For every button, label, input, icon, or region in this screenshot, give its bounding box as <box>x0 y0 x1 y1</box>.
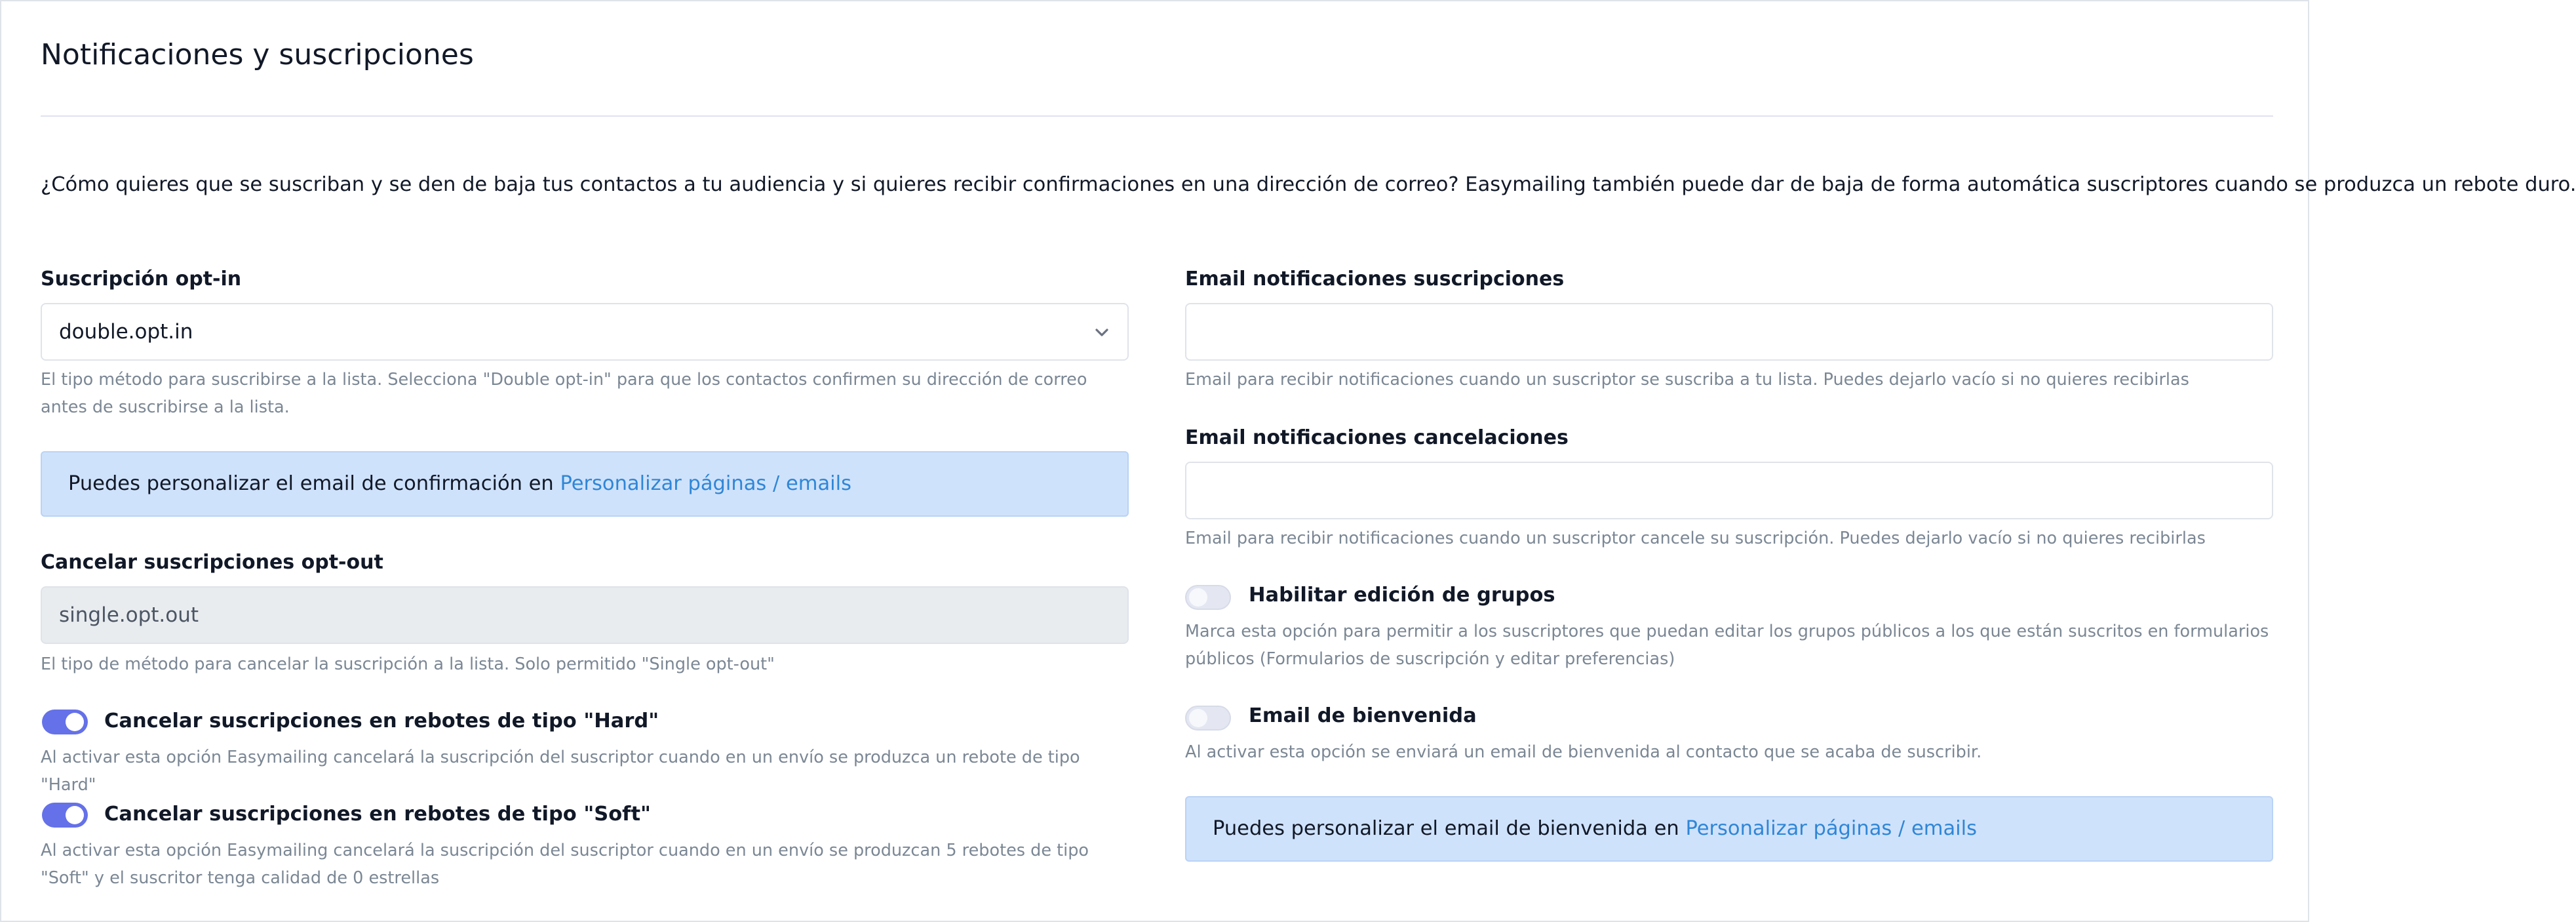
confirmation-alert-text <box>68 472 851 495</box>
welcome-alert-message: Puedes personalizar el email de bienvenida en <box>1213 817 1686 840</box>
optin-select-value: double.opt.in <box>59 320 193 344</box>
intro-text: ¿Cómo quieres que se suscriban y se den de baja tus contactos a tu audiencia y si quieres recibir confirmaciones en una dirección de correo? Easymailing también puede dar de baja de forma automática suscriptores cuando se produzca un rebote duro. <box>41 173 2576 196</box>
unsubscribe-email-input[interactable] <box>1185 462 2273 519</box>
welcome-email-label: Email de bienvenida <box>1249 704 1477 727</box>
unsubscribe-email-label: Email notificaciones cancelaciones <box>1185 426 1569 449</box>
optout-help: El tipo de método para cancelar la suscripción a la lista. Solo permitido "Single opt-out" <box>41 654 775 674</box>
toggle-knob <box>1189 709 1207 727</box>
customize-pages-link[interactable]: Personalizar páginas / emails <box>560 472 851 495</box>
hard-bounce-toggle[interactable] <box>42 710 88 734</box>
soft-bounce-toggle[interactable] <box>42 803 88 828</box>
optin-help: El tipo método para suscribirse a la lista. Selecciona "Double opt-in" para que los contactos confirmen su dirección de correo antes de suscribirse a la lista. <box>41 370 1087 417</box>
optin-select[interactable] <box>41 303 1129 361</box>
group-edit-toggle[interactable] <box>1185 585 1231 610</box>
soft-bounce-label: Cancelar suscripciones en rebotes de tipo "Soft" <box>104 803 651 826</box>
welcome-email-alert <box>1185 796 2273 862</box>
customize-pages-link[interactable]: Personalizar páginas / emails <box>1685 817 1977 840</box>
welcome-email-help: Al activar esta opción se enviará un email de bienvenida al contacto que se acaba de suscribir. <box>1185 742 1982 762</box>
welcome-email-toggle[interactable] <box>1185 706 1231 731</box>
page-title: Notificaciones y suscripciones <box>41 38 474 71</box>
confirmation-alert-message: Puedes personalizar el email de confirmación en <box>68 472 560 495</box>
confirmation-email-alert <box>41 451 1129 517</box>
unsubscribe-email-help: Email para recibir notificaciones cuando un suscriptor cancele su suscripción. Puedes dejarlo vacío si no quieres recibirlas <box>1185 529 2206 548</box>
optout-label: Cancelar suscripciones opt-out <box>41 551 383 574</box>
hard-bounce-help: Al activar esta opción Easymailing cancelará la suscripción del suscriptor cuando en un envío se produzca un rebote de tipo "Hard" <box>41 748 1080 795</box>
subscription-email-input[interactable] <box>1185 303 2273 361</box>
optout-input-value: single.opt.out <box>59 603 199 627</box>
optin-label: Suscripción opt-in <box>41 268 242 291</box>
group-edit-label: Habilitar edición de grupos <box>1249 584 1555 607</box>
divider <box>41 115 2273 117</box>
group-edit-help: Marca esta opción para permitir a los suscriptores que puedan editar los grupos públicos a los que están suscritos en formularios públicos (Formularios de suscripción y editar preferencias) <box>1185 622 2269 669</box>
toggle-knob <box>66 806 84 824</box>
chevron-down-icon <box>1093 325 1110 340</box>
welcome-alert-text <box>1213 817 1977 840</box>
subscription-email-help: Email para recibir notificaciones cuando un suscriptor se suscriba a tu lista. Puedes dejarlo vacío si no quieres recibirlas <box>1185 370 2189 390</box>
toggle-knob <box>66 713 84 731</box>
hard-bounce-label: Cancelar suscripciones en rebotes de tipo "Hard" <box>104 710 659 732</box>
subscription-email-label: Email notificaciones suscripciones <box>1185 268 1565 291</box>
optout-input <box>41 586 1129 644</box>
soft-bounce-help: Al activar esta opción Easymailing cancelará la suscripción del suscriptor cuando en un envío se produzcan 5 rebotes de tipo "Soft" y el suscritor tenga calidad de 0 estrellas <box>41 841 1089 888</box>
toggle-knob <box>1189 588 1207 607</box>
